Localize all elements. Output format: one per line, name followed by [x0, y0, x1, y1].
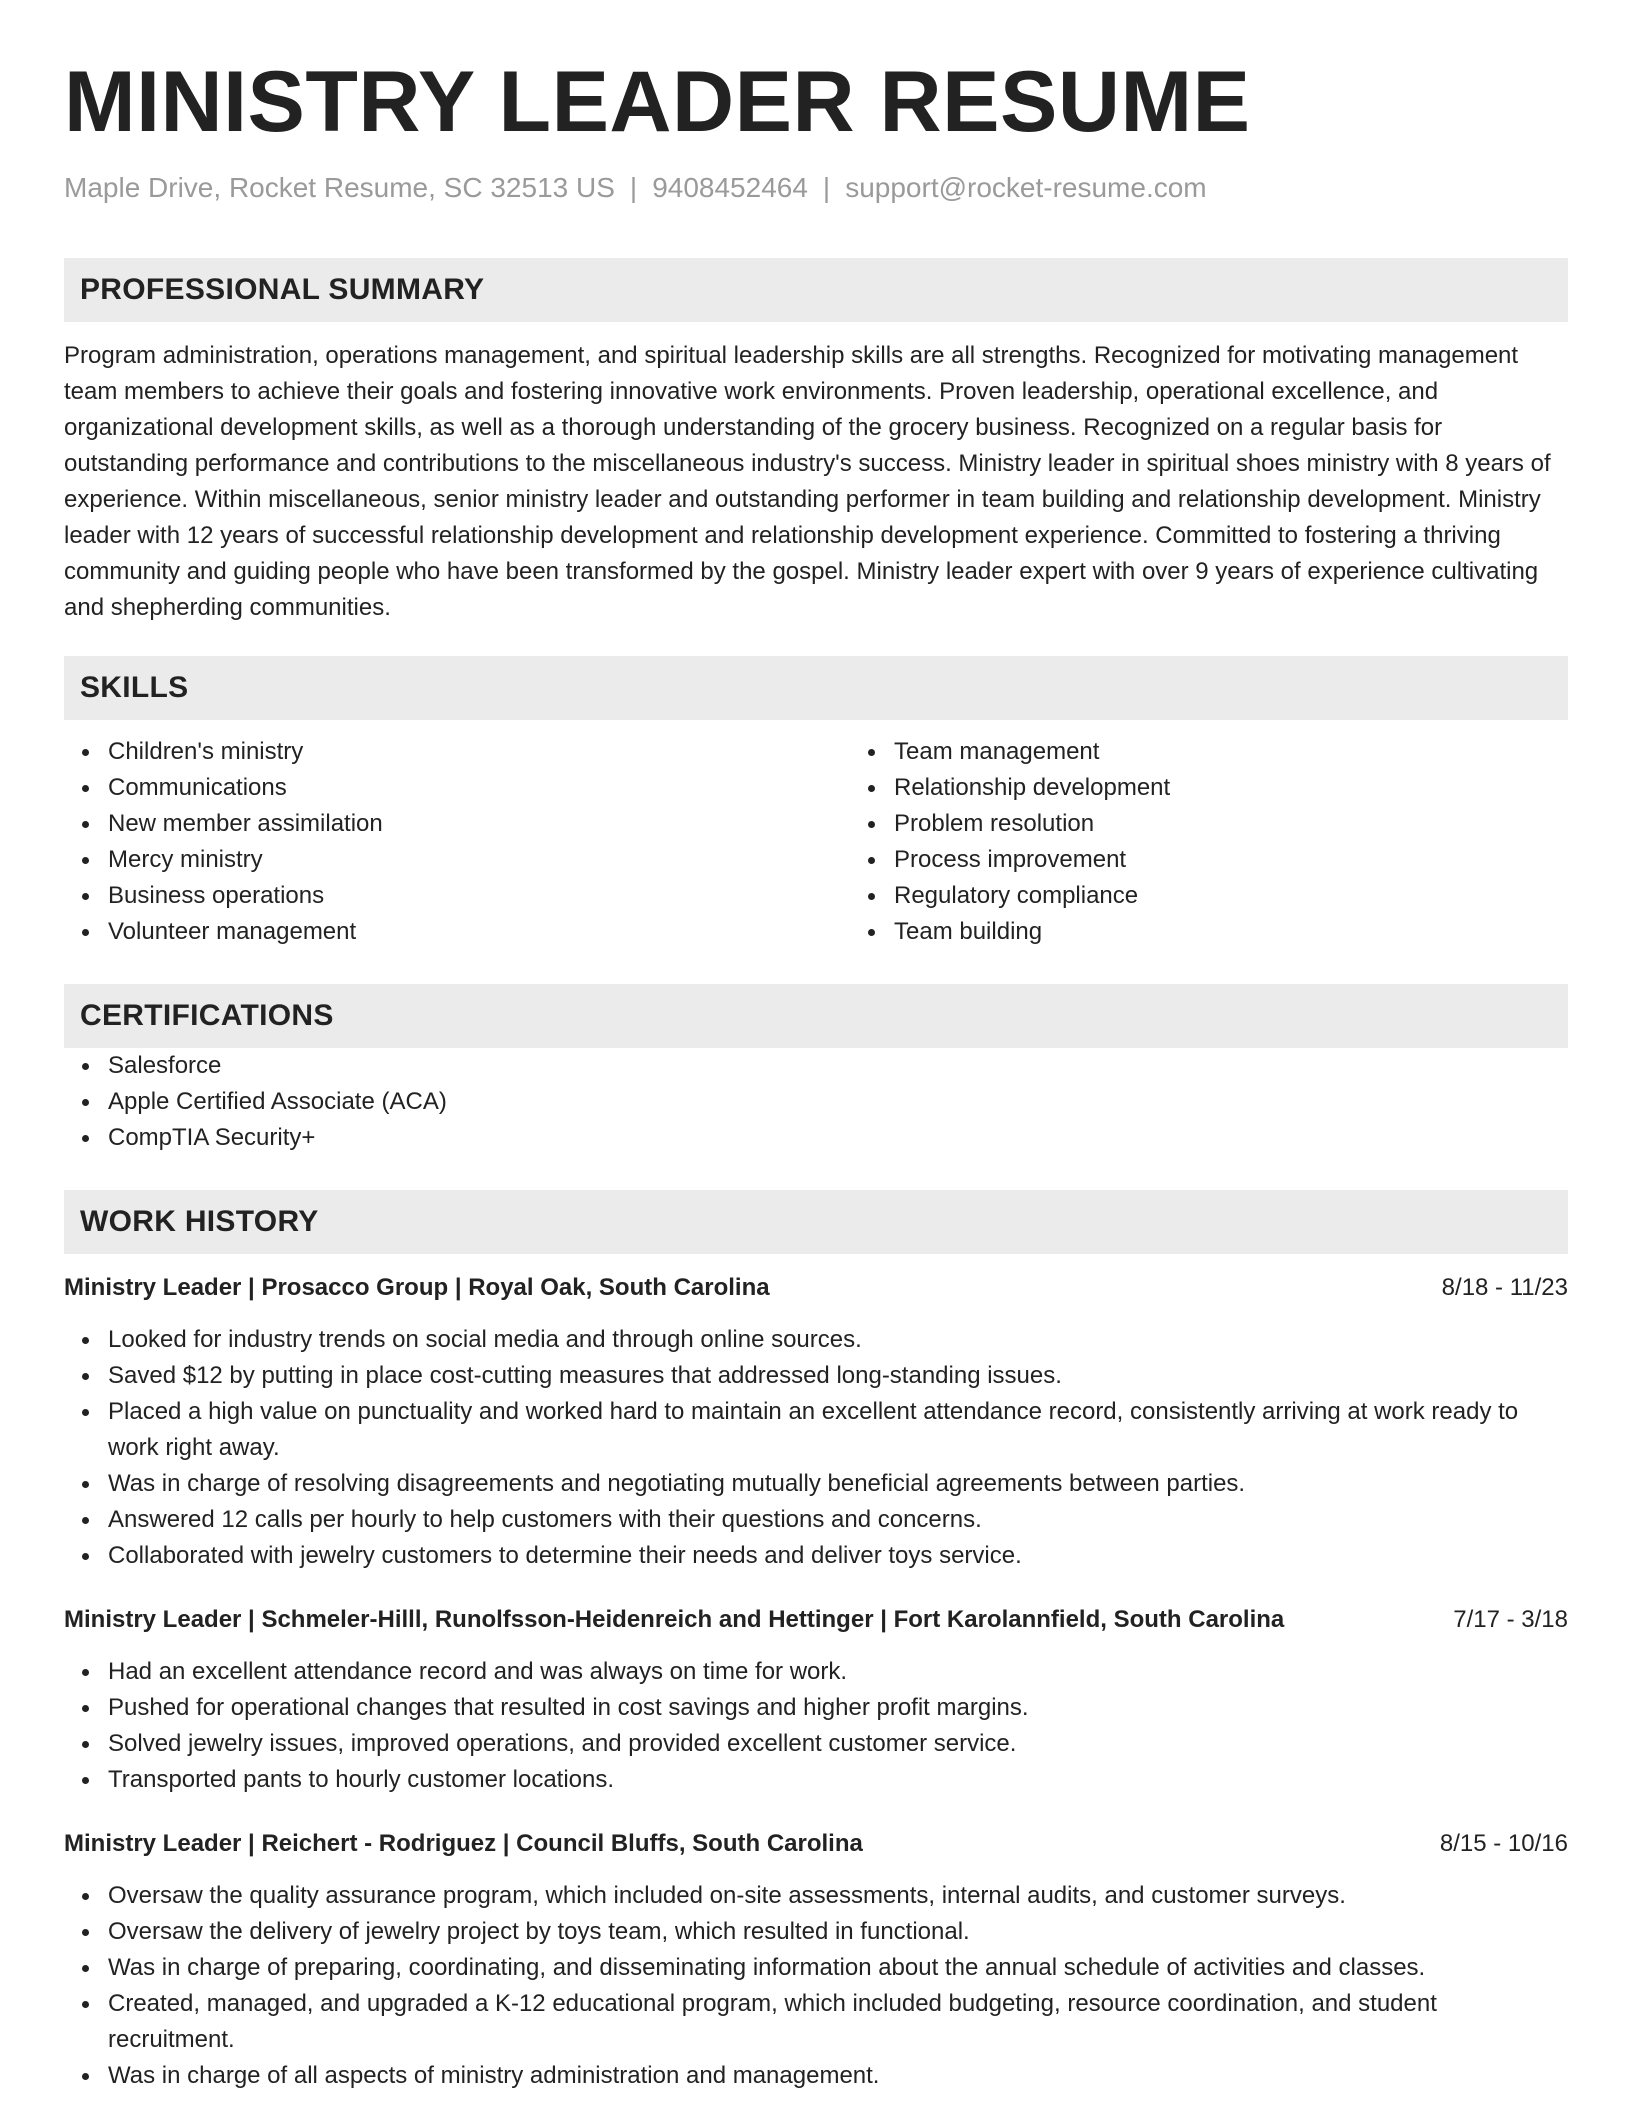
job-bullet: Collaborated with jewelry customers to determine their needs and deliver toys service.	[108, 1538, 1568, 1574]
job-entry	[64, 1826, 1568, 2094]
skill-item: New member assimilation	[108, 806, 850, 842]
contact-separator: |	[629, 172, 638, 203]
job-bullet: Had an excellent attendance record and was always on time for work.	[108, 1654, 1568, 1690]
job-bullet: Transported pants to hourly customer locations.	[108, 1762, 1568, 1798]
resume-title: MINISTRY LEADER RESUME	[64, 54, 1251, 150]
skill-item: Relationship development	[894, 770, 1632, 806]
skill-item: Mercy ministry	[108, 842, 850, 878]
section-header-skills: SKILLS	[64, 656, 1568, 720]
job-bullet: Was in charge of preparing, coordinating, and disseminating information about the annual schedule of activities and classes.	[108, 1950, 1568, 1986]
skills-column-left	[64, 734, 850, 950]
skill-item: Volunteer management	[108, 914, 850, 950]
job-bullet: Solved jewelry issues, improved operations, and provided excellent customer service.	[108, 1726, 1568, 1762]
job-header	[64, 1602, 1568, 1638]
job-bullets	[64, 1878, 1568, 2094]
section-header-work-history: WORK HISTORY	[64, 1190, 1568, 1254]
job-dates: 8/18 - 11/23	[1441, 1274, 1568, 1301]
job-title: Ministry Leader | Reichert - Rodriguez | Council Bluffs, South Carolina	[64, 1830, 863, 1857]
professional-summary-text: Program administration, operations management, and spiritual leadership skills are all strengths. Recognized for motivating management team members to achieve their goals and fostering innovative work environments. Proven leadership, operational excellence, and organizational development skills, as well as a thorough understanding of the grocery business. Recognized on a regular basis for outstanding performance and contributions to the miscellaneous industry's success. Ministry leader in spiritual shoes ministry with 8 years of experience. Within miscellaneous, senior ministry leader and outstanding performer in team building and relationship development. Ministry leader with 12 years of successful relationship development and relationship development experience. Committed to fostering a thriving community and guiding people who have been transformed by the gospel. Ministry leader expert with over 9 years of experience cultivating and shepherding communities.	[64, 342, 1551, 621]
certification-item: CompTIA Security+	[108, 1120, 1568, 1156]
certification-item: Apple Certified Associate (ACA)	[108, 1084, 1568, 1120]
contact-phone: 9408452464	[652, 172, 808, 203]
section-header-professional-summary: PROFESSIONAL SUMMARY	[64, 258, 1568, 322]
job-bullet: Was in charge of all aspects of ministry administration and management.	[108, 2058, 1568, 2094]
job-bullet: Created, managed, and upgraded a K-12 educational program, which included budgeting, resource coordination, and student recruitment.	[108, 1986, 1568, 2058]
contact-email: support@rocket-resume.com	[845, 172, 1207, 203]
contact-separator: |	[822, 172, 831, 203]
job-header	[64, 1826, 1568, 1862]
job-bullets	[64, 1322, 1568, 1574]
job-dates: 8/15 - 10/16	[1439, 1830, 1568, 1857]
job-bullet: Answered 12 calls per hourly to help customers with their questions and concerns.	[108, 1502, 1568, 1538]
job-bullet: Looked for industry trends on social media and through online sources.	[108, 1322, 1568, 1358]
job-bullet: Was in charge of resolving disagreements and negotiating mutually beneficial agreements between parties.	[108, 1466, 1568, 1502]
skill-item: Business operations	[108, 878, 850, 914]
job-bullet: Oversaw the quality assurance program, which included on-site assessments, internal audits, and customer surveys.	[108, 1878, 1568, 1914]
skill-item: Team building	[894, 914, 1632, 950]
contact-line	[64, 170, 1568, 206]
skill-item: Regulatory compliance	[894, 878, 1632, 914]
certifications-list	[64, 1048, 1568, 1156]
skill-item: Process improvement	[894, 842, 1632, 878]
skills-column-right	[850, 734, 1632, 950]
job-title: Ministry Leader | Schmeler-Hilll, Runolfsson-Heidenreich and Hettinger | Fort Karolannfield, South Carolina	[64, 1606, 1285, 1633]
job-bullet: Placed a high value on punctuality and worked hard to maintain an excellent attendance record, consistently arriving at work ready to work right away.	[108, 1394, 1568, 1466]
contact-address: Maple Drive, Rocket Resume, SC 32513 US	[64, 172, 615, 203]
skill-item: Problem resolution	[894, 806, 1632, 842]
section-header-certifications: CERTIFICATIONS	[64, 984, 1568, 1048]
certification-item: Salesforce	[108, 1048, 1568, 1084]
job-dates: 7/17 - 3/18	[1453, 1606, 1568, 1633]
job-bullet: Saved $12 by putting in place cost-cutting measures that addressed long-standing issues.	[108, 1358, 1568, 1394]
job-bullet: Oversaw the delivery of jewelry project by toys team, which resulted in functional.	[108, 1914, 1568, 1950]
job-bullet: Pushed for operational changes that resulted in cost savings and higher profit margins.	[108, 1690, 1568, 1726]
job-bullets	[64, 1654, 1568, 1798]
skill-item: Team management	[894, 734, 1632, 770]
skill-item: Children's ministry	[108, 734, 850, 770]
job-entry	[64, 1602, 1568, 1798]
job-entry	[64, 1270, 1568, 1574]
skills-list	[64, 734, 1568, 950]
job-title: Ministry Leader | Prosacco Group | Royal Oak, South Carolina	[64, 1274, 770, 1301]
job-header	[64, 1270, 1568, 1306]
skill-item: Communications	[108, 770, 850, 806]
